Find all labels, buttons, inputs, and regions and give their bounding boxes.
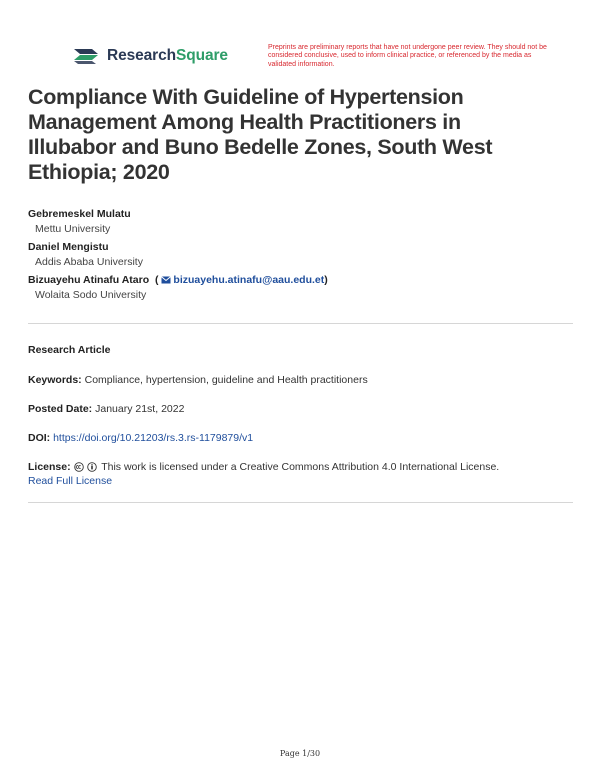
article-type-text: Research Article [28, 344, 111, 356]
doi-link[interactable]: https://doi.org/10.21203/rs.3.rs-1179879/v1 [53, 432, 254, 444]
author-name: Gebremeskel Mulatu [28, 208, 131, 220]
creative-commons-icon [74, 462, 84, 472]
keywords-label: Keywords: [28, 374, 82, 386]
section-divider [28, 502, 573, 503]
posted-date-value: January 21st, 2022 [95, 403, 185, 415]
keywords-line [28, 373, 573, 387]
author-email-wrapper: ( bizuayehu.atinafu@aau.edu.et) [152, 274, 328, 286]
keywords-value: Compliance, hypertension, guideline and Health practitioners [84, 374, 368, 386]
doi-label: DOI: [28, 432, 51, 444]
license-text: This work is licensed under a Creative Commons Attribution 4.0 International License. [101, 461, 500, 473]
paper-title: Compliance With Guideline of Hypertension Management Among Health Practitioners in Illubabor and Buno Bedelle Zones, South West Ethiopia; 2020 [28, 85, 493, 184]
author-email-link[interactable]: bizuayehu.atinafu@aau.edu.et [173, 274, 325, 286]
logo-word-research: Research [107, 47, 176, 64]
research-square-logo[interactable] [72, 46, 228, 66]
research-square-logo-icon [72, 46, 100, 66]
article-type [28, 343, 573, 357]
posted-date-line [28, 402, 573, 416]
page-number: Page 1/30 [279, 749, 321, 758]
author-name-corresponding [28, 274, 548, 287]
author-affiliation: Addis Ababa University [35, 256, 143, 268]
author-affiliation: Wolaita Sodo University [35, 289, 147, 301]
attribution-icon [87, 462, 97, 472]
author-name-text: Bizuayehu Atinafu Ataro [28, 274, 150, 286]
logo-word-square: Square [176, 47, 228, 64]
author-list [28, 208, 548, 302]
author-name: Daniel Mengistu [28, 241, 109, 253]
logo-wordmark [107, 47, 228, 65]
envelope-icon [161, 276, 171, 284]
license-line [28, 460, 573, 488]
doi-line [28, 431, 573, 445]
license-label: License: [28, 461, 71, 473]
preprint-disclaimer: Preprints are preliminary reports that have not undergone peer review. They should not be considered conclusive, used to inform clinical practice, or referenced by the media as validated information. [268, 44, 547, 68]
section-divider [28, 323, 573, 324]
read-full-license-link[interactable]: Read Full License [28, 475, 113, 487]
author-affiliation: Mettu University [35, 223, 111, 235]
posted-date-label: Posted Date: [28, 403, 93, 415]
